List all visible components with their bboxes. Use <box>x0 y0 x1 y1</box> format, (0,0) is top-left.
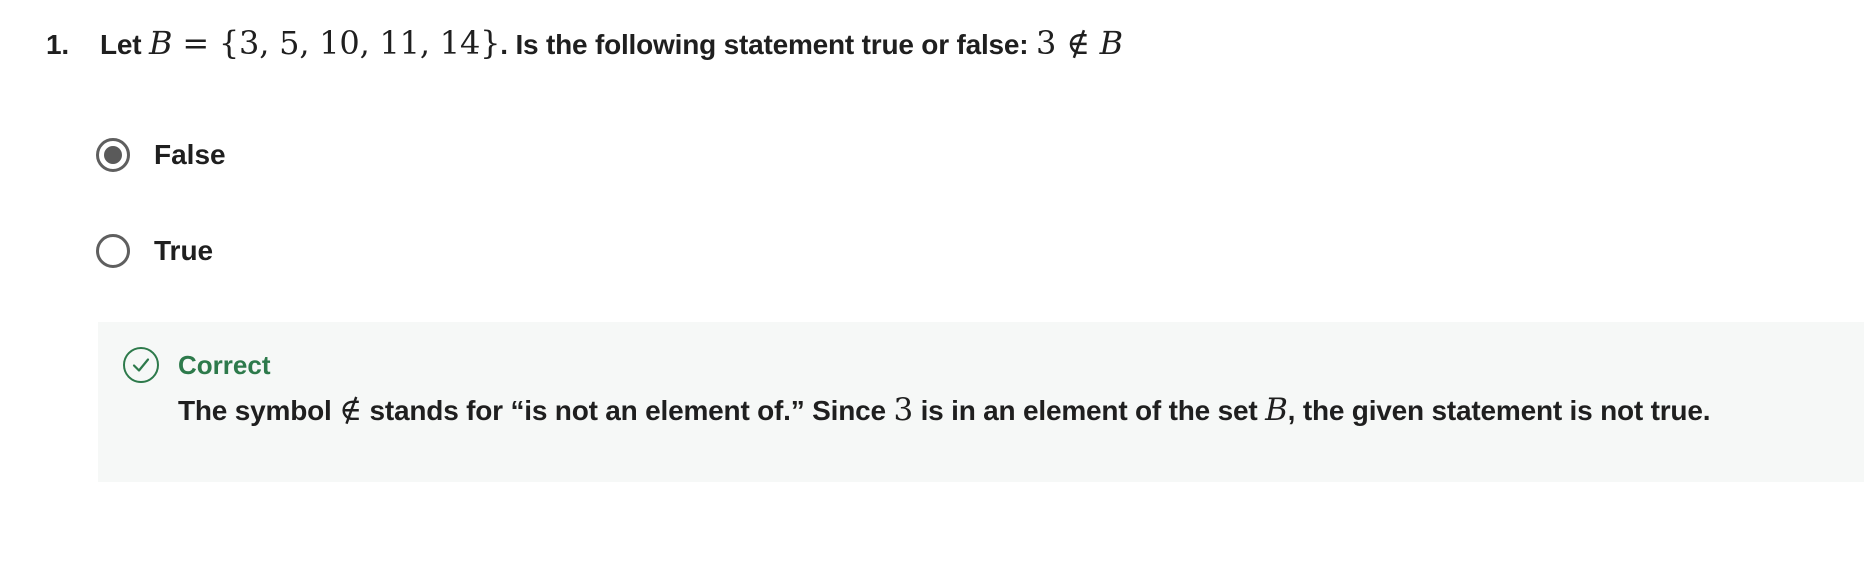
option-true[interactable] <box>96 226 226 276</box>
option-label: False <box>154 139 226 170</box>
feedback-panel <box>98 322 1864 482</box>
math-statement: 3 ∉ B <box>1036 24 1123 62</box>
answer-options <box>96 130 226 322</box>
radio-selected-icon[interactable] <box>96 138 130 172</box>
question-text <box>46 24 1123 62</box>
check-circle-icon <box>122 346 160 384</box>
option-false[interactable] <box>96 130 226 180</box>
question-prefix: Let <box>100 29 142 60</box>
math-set-expression: B = {3, 5, 10, 11, 14} <box>149 24 501 62</box>
radio-unselected-icon[interactable] <box>96 234 130 268</box>
feedback-status: Correct <box>178 350 271 380</box>
option-label: True <box>154 235 214 266</box>
question-number: 1. <box>46 29 69 60</box>
question-statement: . Is the following statement true or false: <box>500 29 1029 60</box>
feedback-explanation: The symbol ∉ stands for “is not an element of.” Since 3 is in an element of the set B, the given statement is not true. <box>178 392 1711 428</box>
